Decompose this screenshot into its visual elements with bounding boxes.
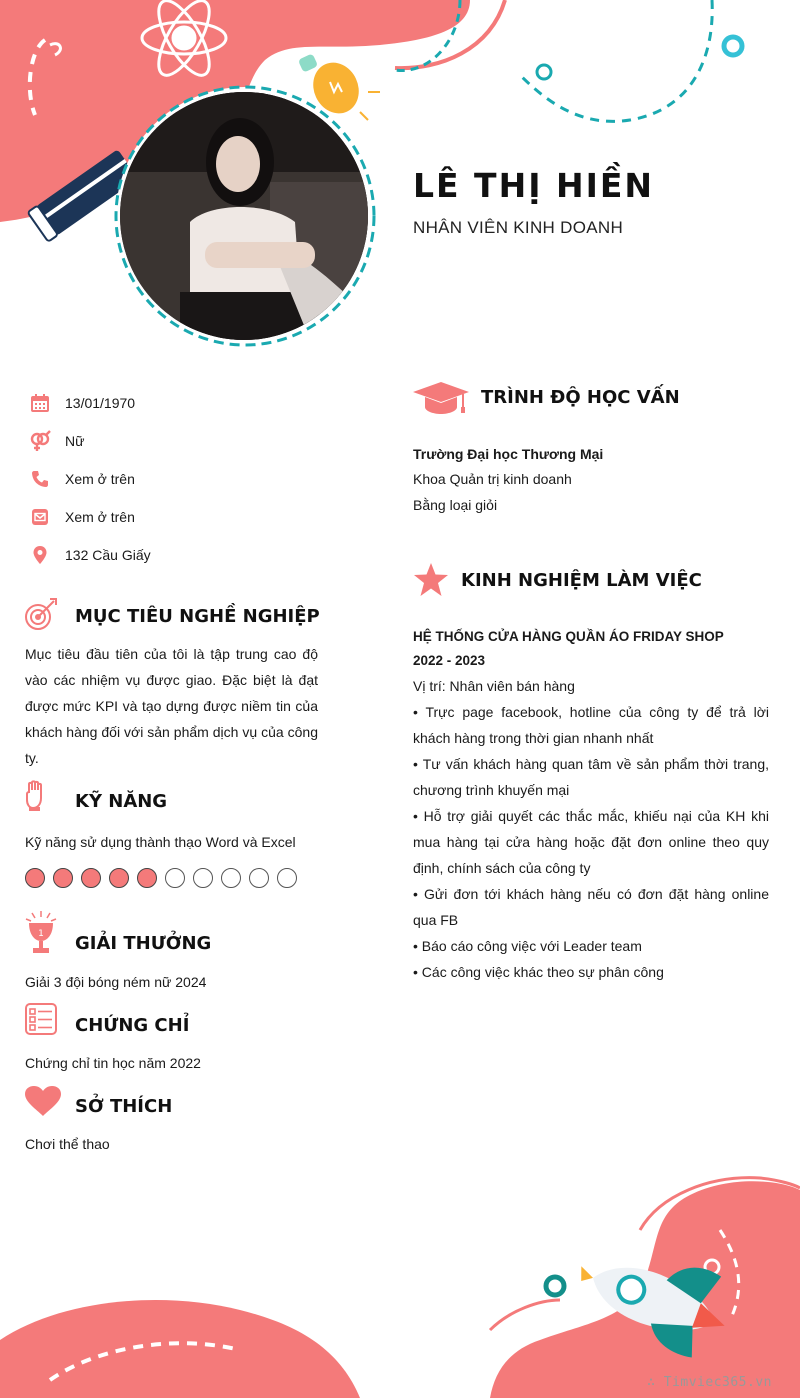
trophy-icon	[24, 911, 58, 960]
experience-duties	[413, 699, 769, 985]
job-title: NHÂN VIÊN KINH DOANH	[413, 218, 624, 237]
contact-value: Nữ	[65, 433, 85, 449]
contact-value: 13/01/1970	[65, 395, 136, 411]
calendar-icon	[28, 391, 52, 415]
heart-icon	[24, 1085, 62, 1122]
experience-company: HỆ THỐNG CỬA HÀNG QUẦN ÁO FRIDAY SHOP	[413, 629, 724, 644]
experience-period: 2022 - 2023	[413, 653, 486, 668]
skill-item: Kỹ năng sử dụng thành thạo Word và Excel	[25, 834, 296, 850]
candidate-name: LÊ THỊ HIỀN	[413, 166, 655, 205]
bottom-left-blob	[0, 1300, 360, 1398]
experience-position: Vị trí: Nhân viên bán hàng	[413, 678, 575, 694]
skill-dot-empty	[221, 868, 241, 888]
experience-title: KINH NGHIỆM LÀM VIỆC	[461, 570, 702, 591]
duty-item: • Tư vấn khách hàng quan tâm về sản phẩm thời trang, chương trình khuyến mại	[413, 756, 769, 798]
skill-dot-empty	[249, 868, 269, 888]
duty-item: • Các công việc khác theo sự phân công	[413, 964, 664, 980]
contact-value: Xem ở trên	[65, 471, 135, 487]
awards-text: Giải 3 đội bóng ném nữ 2024	[25, 974, 207, 990]
duty-item: • Hỗ trợ giải quyết các thắc mắc, khiếu nại của KH khi mua hàng tại cửa hàng hoặc đặt đơn online theo quy định, chính sách của công ty	[413, 808, 769, 876]
contact-value: 132 Cầu Giấy	[65, 547, 151, 563]
skills-title: KỸ NĂNG	[75, 791, 168, 812]
education-degree: Bằng loại giỏi	[413, 497, 498, 513]
checklist-icon	[25, 1003, 57, 1040]
skill-rating	[25, 868, 305, 888]
education-title: TRÌNH ĐỘ HỌC VẤN	[481, 387, 680, 408]
contact-address	[28, 536, 368, 574]
phone-icon	[28, 467, 52, 491]
location-pin-icon	[28, 543, 52, 567]
gender-icon	[28, 429, 52, 453]
certificates-text: Chứng chỉ tin học năm 2022	[25, 1055, 201, 1071]
skill-dot-empty	[193, 868, 213, 888]
skill-dot-empty	[277, 868, 297, 888]
objective-title: MỤC TIÊU NGHỀ NGHIỆP	[75, 606, 320, 627]
skill-dot-filled	[81, 868, 101, 888]
hobbies-text: Chơi thể thao	[25, 1136, 110, 1152]
skill-dot-filled	[137, 868, 157, 888]
education-faculty: Khoa Quản trị kinh doanh	[413, 471, 572, 487]
watermark: ∴ Timviec365.vn	[647, 1375, 772, 1390]
skill-dot-filled	[109, 868, 129, 888]
contact-list	[28, 384, 368, 574]
hand-icon	[25, 780, 49, 817]
skill-dot-filled	[25, 868, 45, 888]
skill-dot-filled	[53, 868, 73, 888]
svg-text:1: 1	[38, 929, 44, 939]
duty-item: • Báo cáo công việc với Leader team	[413, 938, 642, 954]
duty-item: • Gửi đơn tới khách hàng nếu có đơn đặt hàng online qua FB	[413, 886, 769, 928]
email-icon	[28, 505, 52, 529]
contact-email	[28, 498, 368, 536]
graduation-cap-icon	[413, 380, 469, 421]
objective-text: Mục tiêu đầu tiên của tôi là tập trung cao độ vào các nhiệm vụ được giao. Đặc biệt là đạt được mức KPI và tạo dựng được niềm tin của khách hàng đối với sản phẩm dịch vụ của công ty.	[25, 646, 318, 766]
certificates-title: CHỨNG CHỈ	[75, 1015, 190, 1036]
education-school: Trường Đại học Thương Mại	[413, 446, 604, 462]
awards-title: GIẢI THƯỞNG	[75, 933, 212, 954]
contact-birthdate	[28, 384, 368, 422]
hobbies-title: SỞ THÍCH	[75, 1096, 173, 1117]
profile-photo	[120, 92, 368, 340]
contact-phone	[28, 460, 368, 498]
target-icon	[24, 597, 58, 636]
duty-item: • Trực page facebook, hotline của công ty để trả lời khách hàng trong thời gian nhanh nhất	[413, 704, 769, 746]
contact-gender	[28, 422, 368, 460]
star-icon	[413, 562, 449, 603]
skill-dot-empty	[165, 868, 185, 888]
contact-value: Xem ở trên	[65, 509, 135, 525]
